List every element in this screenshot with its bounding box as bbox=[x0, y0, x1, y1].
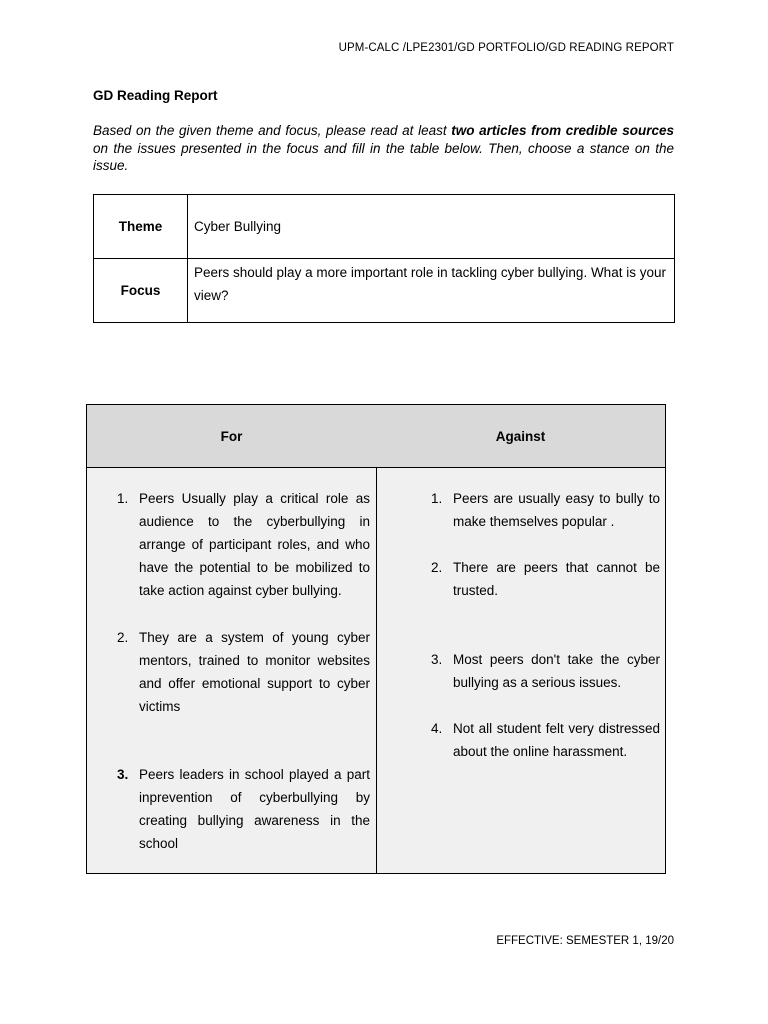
against-item-number: 1. bbox=[431, 491, 443, 506]
against-item-text: There are peers that cannot be trusted. bbox=[453, 560, 660, 598]
against-item bbox=[431, 717, 660, 763]
against-column bbox=[377, 467, 665, 873]
for-item-text: Peers leaders in school played a part inprevention of cyberbullying by creating bullying awareness in the school bbox=[139, 767, 370, 851]
against-item-text: Not all student felt very distressed about the online harassment. bbox=[453, 721, 660, 759]
instructions-paragraph bbox=[93, 122, 674, 175]
for-column bbox=[87, 467, 377, 873]
for-item-number: 3. bbox=[117, 767, 129, 782]
against-item-text: Peers are usually easy to bully to make themselves popular . bbox=[453, 491, 660, 529]
against-column-header: Against bbox=[495, 428, 546, 444]
focus-label: Focus bbox=[94, 259, 188, 323]
against-item-number: 3. bbox=[431, 652, 443, 667]
against-item bbox=[431, 487, 660, 533]
theme-label: Theme bbox=[94, 195, 188, 259]
against-item-number: 2. bbox=[431, 560, 443, 575]
against-item bbox=[431, 648, 660, 694]
against-item-number: 4. bbox=[431, 721, 443, 736]
stance-table-header bbox=[87, 405, 665, 468]
instructions-text-part1: Based on the given theme and focus, please read at least bbox=[93, 123, 452, 138]
for-item bbox=[117, 763, 370, 855]
theme-value: Cyber Bullying bbox=[188, 195, 675, 259]
effective-semester-footer: EFFECTIVE: SEMESTER 1, 19/20 bbox=[496, 935, 674, 947]
instructions-text-part2: on the issues presented in the focus and fill in the table below. Then, choose a stance on the issue. bbox=[93, 140, 674, 173]
for-item bbox=[117, 487, 370, 602]
against-item bbox=[431, 556, 660, 602]
stance-table-body bbox=[87, 467, 665, 873]
instructions-bold-text: two articles from credible sources bbox=[451, 123, 674, 138]
focus-row bbox=[94, 259, 675, 323]
focus-value: Peers should play a more important role in tackling cyber bullying. What is your view? bbox=[188, 259, 675, 323]
theme-row bbox=[94, 195, 675, 259]
document-reference-header: UPM-CALC /LPE2301/GD PORTFOLIO/GD READING REPORT bbox=[338, 42, 674, 54]
theme-focus-table bbox=[93, 194, 675, 323]
for-item-number: 1. bbox=[117, 491, 129, 506]
for-item-text: Peers Usually play a critical role as audience to the cyberbullying in arrange of participant roles, and who have the potential to be mobilized to take action against cyber bullying. bbox=[139, 491, 370, 598]
for-item-text: They are a system of young cyber mentors, trained to monitor websites and offer emotional support to cyber victims bbox=[139, 630, 370, 714]
stance-table bbox=[86, 404, 666, 874]
for-item-number: 2. bbox=[117, 630, 129, 645]
document-title: GD Reading Report bbox=[93, 88, 218, 103]
against-item-text: Most peers don't take the cyber bullying as a serious issues. bbox=[453, 652, 660, 690]
for-column-header: For bbox=[220, 428, 243, 444]
for-item bbox=[117, 626, 370, 718]
